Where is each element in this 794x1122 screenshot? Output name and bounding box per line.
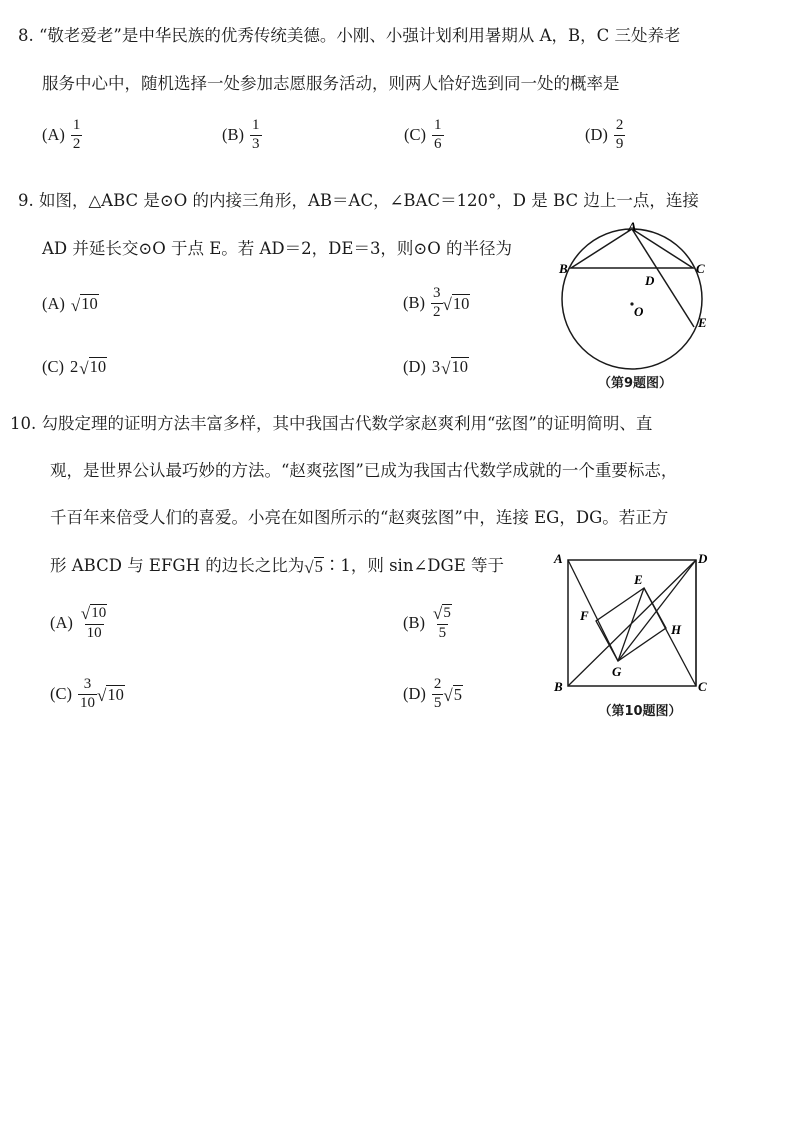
radicand: 10 <box>107 684 124 704</box>
q9-option-b <box>403 286 470 321</box>
radicand: 10 <box>89 357 107 377</box>
option-label: (C) <box>42 357 64 376</box>
label-c: C <box>696 261 705 276</box>
radical: √ 10 <box>441 357 468 378</box>
label-a: A <box>628 219 637 234</box>
radical: √ 5 <box>443 684 462 705</box>
q9-figure-caption: （第9题图） <box>597 376 673 391</box>
numerator: 1 <box>252 117 260 133</box>
numerator <box>431 604 454 624</box>
option-label: (D) <box>403 684 426 704</box>
q10-text-line4 <box>50 552 504 576</box>
q9-text-line2: AD 并延长交⊙O 于点 E。若 AD＝2，DE＝3，则⊙O 的半径为 <box>42 239 513 258</box>
label-f: F <box>580 608 589 623</box>
label-g: G <box>612 664 622 679</box>
denominator: 2 <box>72 135 81 152</box>
coefficient: 2 <box>70 357 79 376</box>
q8-text-line1: 8. “敬老爱老”是中华民族的优秀传统美德。小刚、小强计划利用暑期从 A，B，C 三处养老 <box>18 26 681 45</box>
segment-eg <box>618 588 644 661</box>
fraction <box>71 118 83 153</box>
numerator: 3 <box>83 676 92 692</box>
label-h: H <box>671 622 682 637</box>
radical: √ 10 <box>442 293 470 314</box>
option-label: (D) <box>403 357 426 376</box>
label-a: A <box>554 551 563 566</box>
option-label: (D) <box>585 125 608 145</box>
radicand: 10 <box>91 605 107 621</box>
denominator: 10 <box>80 694 95 711</box>
fraction <box>432 677 444 712</box>
q10-option-a <box>50 604 109 642</box>
denominator: 5 <box>438 625 447 642</box>
denominator: 6 <box>434 135 442 152</box>
q9-option-a <box>42 294 99 314</box>
option-label: (B) <box>403 613 425 632</box>
segment-dg <box>618 560 696 661</box>
denominator: 3 <box>252 135 260 152</box>
numerator: 2 <box>433 676 442 692</box>
denominator: 10 <box>86 625 102 642</box>
q8-option-c <box>404 118 444 153</box>
denominator: 5 <box>433 694 442 711</box>
numerator <box>79 604 109 624</box>
fraction <box>431 286 443 321</box>
numerator: 1 <box>434 117 442 133</box>
q10-figure <box>546 548 716 698</box>
q9-option-d <box>403 357 469 377</box>
label-e: E <box>698 315 707 330</box>
q10-option-c <box>50 677 125 712</box>
q8-option-a <box>42 118 82 153</box>
label-b: B <box>554 679 563 694</box>
numerator: 3 <box>433 285 441 301</box>
option-label: (A) <box>42 294 65 313</box>
label-e: E <box>634 572 643 587</box>
fraction <box>432 118 444 153</box>
radical: √ 10 <box>70 294 98 315</box>
denominator: 2 <box>433 303 441 320</box>
fraction <box>431 604 454 642</box>
numerator: 1 <box>72 117 81 133</box>
coefficient: 3 <box>431 357 441 376</box>
fraction <box>79 604 109 642</box>
q9-text-line1: 9. 如图，△ABC 是⊙O 的内接三角形，AB＝AC，∠BAC＝120°，D 是 BC 边上一点，连接 <box>18 191 699 210</box>
q10-text-line2: 观，是世界公认最巧妙的方法。“赵爽弦图”已成为我国古代数学成就的一个重要标志， <box>50 461 678 480</box>
numerator: 2 <box>615 117 624 133</box>
option-label: (A) <box>50 613 73 632</box>
radical: √ 5 <box>304 556 323 577</box>
option-label: (B) <box>222 125 244 145</box>
label-d: D <box>698 551 708 566</box>
label-b: B <box>559 261 568 276</box>
q10-option-d <box>403 677 463 712</box>
label-d: D <box>645 273 655 288</box>
q8-option-d <box>585 118 625 153</box>
radicand: 5 <box>443 605 451 621</box>
q10-text-line3: 千百年来倍受人们的喜爱。小亮在如图所示的“赵爽弦图”中，连接 EG，DG。若正方 <box>50 508 669 527</box>
radicand: 5 <box>314 556 323 576</box>
radicand: 10 <box>81 294 98 314</box>
text-segment: 形 ABCD 与 EFGH 的边长之比为 <box>50 556 305 575</box>
fraction <box>78 677 97 712</box>
q10-option-b <box>403 604 454 642</box>
denominator: 9 <box>615 135 624 152</box>
radicand: 5 <box>453 684 462 704</box>
q10-figure-caption: （第10题图） <box>598 704 682 719</box>
circle-o <box>562 229 702 369</box>
fraction <box>250 118 262 153</box>
radicand: 10 <box>452 293 470 313</box>
option-label: (B) <box>403 293 425 313</box>
option-label: (A) <box>42 125 65 145</box>
radicand: 10 <box>451 357 468 377</box>
triangle-abc <box>571 229 693 268</box>
option-label: (C) <box>404 125 426 145</box>
q8-option-b <box>222 118 262 153</box>
label-o: O <box>634 304 644 319</box>
fraction <box>614 118 626 153</box>
radical: √ 10 <box>79 357 107 378</box>
option-label: (C) <box>50 684 72 704</box>
text-segment: ∶1，则 sin∠DGE 等于 <box>323 556 504 575</box>
q9-figure <box>548 215 728 375</box>
radical: √ 10 <box>97 684 124 705</box>
radical: √ 10 <box>80 603 107 623</box>
q9-option-c <box>42 357 107 377</box>
q10-text-line1: 10. 勾股定理的证明方法丰富多样，其中我国古代数学家赵爽利用“弦图”的证明简明、直 <box>10 414 653 433</box>
radical: √ 5 <box>433 603 451 623</box>
q8-text-line2: 服务中心中，随机选择一处参加志愿服务活动，则两人恰好选到同一处的概率是 <box>42 74 620 93</box>
label-c: C <box>698 679 707 694</box>
